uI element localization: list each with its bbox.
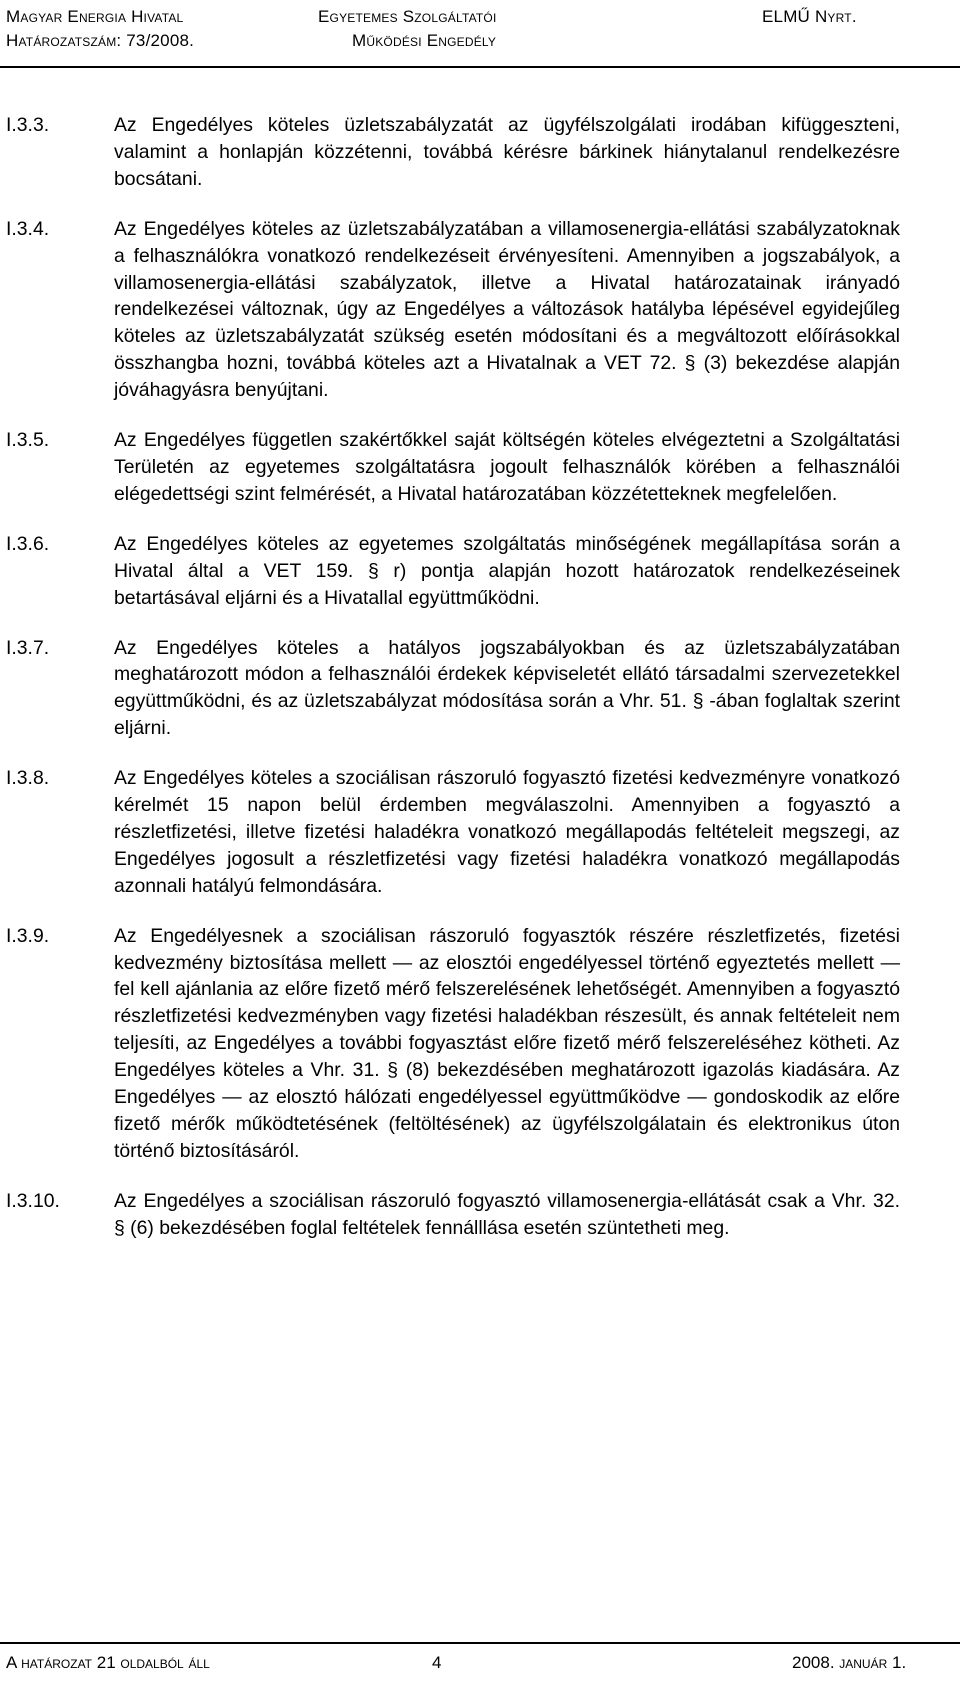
- clause-text: Az Engedélyes a szociálisan rászoruló fogyasztó villamosenergia-ellátását csak a Vhr. 32. § (6) bekezdésében foglal feltételek fennálllása esetén szüntetheti meg.: [114, 1189, 900, 1239]
- clause-number: I.3.5.: [6, 429, 50, 452]
- clause-text: Az Engedélyes köteles üzletszabályzatát az ügyfélszolgálati irodában kifüggeszteni, valamint a honlapján közzétenni, továbbá kérésre bárkinek hiánytalanul rendelkezésre bocsátani.: [114, 114, 900, 190]
- clause-number: I.3.6.: [6, 532, 50, 555]
- clause-item: [6, 531, 950, 612]
- clause-text: Az Engedélyes köteles a hatályos jogszabályokban és az üzletszabályzatában meghatározott módon a felhasználói érdekek képviseletét ellátó társadalmi szervezetekkel együttműködni, és az üzletszabályzat módosítása során a Vhr. 51. § -ában foglaltak szerint eljárni.: [114, 636, 900, 740]
- clause-number: I.3.8.: [6, 767, 50, 790]
- clause-number: I.3.3.: [6, 114, 50, 136]
- document-body: [6, 112, 950, 1265]
- clause-text: Az Engedélyes köteles az egyetemes szolgáltatás minőségének megállapítása során a Hivatal által a VET 159. § r) pontja alapján hozott határozatok rendelkezéseinek betartásával eljárni és a Hivatallal együttműködni.: [114, 532, 900, 609]
- header-resolution-number: Határozatszám: 73/2008.: [6, 31, 195, 50]
- clause-text: Az Engedélyes köteles az üzletszabályzatában a villamosenergia-ellátási szabályzatoknak a felhasználókra vonatkozó rendelkezéseit érvényesíteni. Amennyiben a jogszabályok, a villamosenergia-ellátási szabályzatok, illetve a Hivatal határozatainak irányadó rendelkezései változnak, úgy az Engedélyes a változások hatályba lépésével egyidejűleg köteles az üzletszabályzatát szükség esetén módosítani és a megváltozott előírásokkal összhangba hozni, továbbá köteles azt a Hivatalnak a VET 72. § (3) bekezdése alapján jóváhagyásra benyújtani.: [114, 217, 900, 402]
- footer-page-count-note: A határozat 21 oldalból áll: [6, 1653, 210, 1672]
- clause-item: [6, 635, 950, 743]
- clause-item: [6, 1188, 950, 1242]
- clause-text: Az Engedélyes független szakértőkkel saját költségén köteles elvégeztetni a Szolgáltatási Területén az egyetemes szolgáltatásra jogoult felhasználók körében a felhasználói elégedettségi szint felmérését, a Hivatal határozatában közzétetteknek megfelelően.: [114, 429, 900, 505]
- clause-number: I.3.9.: [6, 924, 50, 947]
- page-header: [0, 4, 960, 68]
- clause-item: [6, 923, 950, 1165]
- page-footer: [0, 1642, 960, 1687]
- footer-date: 2008. január 1.: [792, 1653, 907, 1672]
- header-authority-name: Magyar Energia Hivatal: [6, 7, 184, 26]
- clause-number: I.3.7.: [6, 636, 50, 659]
- clause-number: I.3.10.: [6, 1189, 60, 1212]
- header-license-title-line1: Egyetemes Szolgáltatói: [318, 7, 497, 26]
- clause-item: [6, 216, 950, 404]
- header-company-name: ELMŰ Nyrt.: [762, 7, 857, 26]
- footer-page-number: 4: [432, 1653, 442, 1672]
- clause-text: Az Engedélyesnek a szociálisan rászoruló fogyasztók részére részletfizetés, fizetési kedvezmény biztosítása mellett — az elosztói engedélyessel történő egyeztetés mellett — fel kell ajánlania az előre fizető mérő felszerelésének lehetőségét. Amennyiben a fogyasztó részletfizetési kedvezményben vagy fizetési haladékban részesült, és annak feltételeit nem teljesíti, az Engedélyes a további fogyasztást előre fizető mérő felszereléséhez kötheti. Az Engedélyes köteles a Vhr. 31. § (8) bekezdésében meghatározott igazolás kiadására. Az Engedélyes — az elosztó hálózati engedélyessel együttműködve — gondoskodik az előre fizető mérők működtetésének (feltöltésének) az ügyfélszolgálatain és elektronikus úton történő biztosításáról.: [114, 924, 900, 1162]
- header-license-title-line2: Működési Engedély: [352, 31, 497, 50]
- clause-text: Az Engedélyes köteles a szociálisan rászoruló fogyasztó fizetési kedvezményre vonatkozó kérelmét 15 napon belül érdemben megválaszolni. Amennyiben a fogyasztó a részletfizetési, illetve fizetési haladékra vonatkozó megállapodás feltételeit megszegi, az Engedélyes jogosult a részletfizetési vagy fizetési haladékra vonatkozó megállapodás azonnali hatályú felmondására.: [114, 767, 900, 897]
- clause-item: [6, 427, 950, 508]
- clause-item: [6, 112, 950, 193]
- clause-number: I.3.4.: [6, 217, 50, 240]
- clause-item: [6, 765, 950, 900]
